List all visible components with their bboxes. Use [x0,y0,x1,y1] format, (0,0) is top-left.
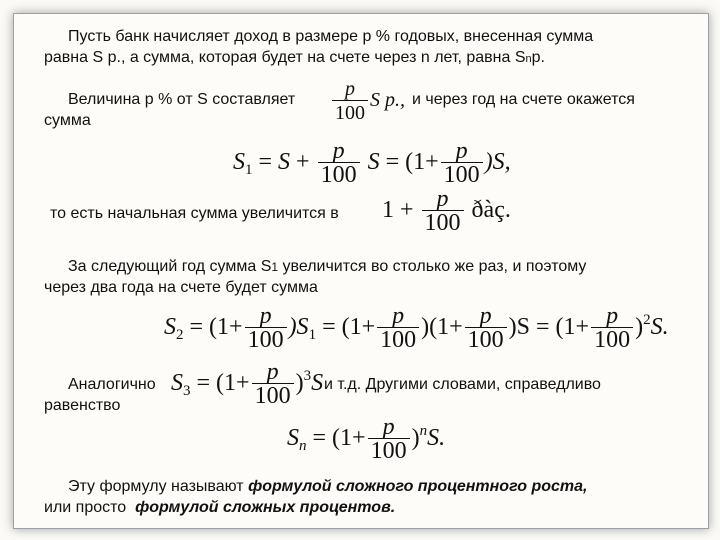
f3s-sub: 3 [183,383,191,400]
para2-frac-num: p [345,78,355,100]
para1-line2-end: р. [531,49,545,66]
f2-exp: 2 [643,312,651,329]
para3-prefix: то есть начальная сумма увеличится в [50,205,339,222]
f2-den1: 100 [245,327,287,352]
f2-eq2: = (1+ [322,314,376,341]
para6-term2: формулой сложных процентов. [135,499,396,516]
para5-line2: равенство [44,397,121,414]
f3-exp: n [419,423,428,440]
f3-den: 100 [368,438,410,463]
f3-eq: = (1+ [312,425,366,452]
f2-mid3: )S = (1+ [508,314,590,341]
para3-suffix: ðàç. [471,197,511,224]
f2-mid2: )(1+ [421,314,463,341]
f1-S3: S [367,149,380,176]
f1-den2: 100 [441,162,483,187]
formula-s3: $S_3 = (1+$ $\frac{p}{100}$ )$^3$S [171,359,324,409]
para5-prefix: Аналогично [68,376,156,393]
f3s-exp: 3 [303,368,312,385]
para4-line1-b: увеличится во столько же раз, и поэтому [282,258,587,275]
para3-expression [382,188,511,235]
f2-den2: 100 [377,327,419,352]
para4-line1-a: За следующий год сумма S [68,258,272,275]
para4-line1 [68,256,586,278]
f2-num4: p [606,303,619,329]
f2-den3: 100 [465,327,507,352]
f3-sub: n [299,438,307,455]
f3s-eq: = (1+ [196,370,250,397]
para2-fraction [330,78,405,125]
para2-frac-den: 100 [332,100,368,125]
formula2: $S_2 = (1+$ $\frac{p}{100}$ )$S_1 = (1+$ $\frac{p}{100}$ )(1+ $\frac{p}{100}$ )S = (1+ $\frac{p}{100}$ )$^2$S. [164,303,669,353]
f1-tail: )S, [484,149,511,176]
para6-line2 [44,497,395,518]
f1-plus: + [296,149,310,176]
f2-num2: p [392,303,405,329]
f1-eq2: = (1+ [385,149,439,176]
f3s-den: 100 [252,383,294,408]
f3-num: p [382,414,395,440]
f2-tail: S. [650,314,669,341]
f3s-num: p [266,359,279,385]
f1-num2: p [455,138,468,164]
f1-S: S [233,149,245,176]
f3s-S: S [171,370,183,397]
f2-mid1: )S [288,314,309,341]
para2-prefix: Величина p % от S составляет [68,91,296,108]
f2-den4: 100 [591,327,633,352]
para6-line1-a: Эту формулу называют [68,478,244,495]
para1-line2 [44,47,545,70]
para5-suffix: и т.д. Другими словами, справедливо [324,376,601,393]
formula3: $S_n = (1+$ $\frac{p}{100}$ )$^n$S. [287,414,446,464]
para6-term1: формулой сложного процентного роста, [248,478,588,495]
f1-sub: 1 [245,162,253,179]
para1-line2-text: равна S р., а сумма, которая будет на счете через n лет, равна S [44,49,526,66]
f2-num1: p [259,303,272,329]
f2-sub: 2 [176,327,184,344]
para1-line1: Пусть банк начисляет доход в размере p % годовых, внесенная сумма [68,28,594,45]
para1-sub: n [525,53,532,65]
para3-one-plus: 1 + [382,197,414,224]
f1-S2: S [278,149,291,176]
para3-num: p [436,186,449,212]
para6-line1 [68,476,587,497]
para2-line2: сумма [44,112,91,129]
para2-mid: S р., [370,89,405,112]
f1-eq: = [258,149,273,176]
f3s-tail: S [311,370,324,397]
para6-line2-a: или просто [44,499,127,516]
f1-den: 100 [318,162,360,187]
para4-sub: 1 [271,260,279,274]
f2-S: S [164,314,176,341]
para4-line2: через два года на счете будет сумма [44,279,318,296]
para3-den: 100 [422,210,464,235]
f2-sub1: 1 [308,327,317,344]
formula1 [233,140,511,187]
f2-eq1: = (1+ [189,314,243,341]
f3-S: S [287,425,299,452]
f2-num3: p [479,303,492,329]
para2-suffix: и через год на счете окажется [412,91,635,108]
f1-num: p [332,138,345,164]
f3-tail: S. [427,425,446,452]
